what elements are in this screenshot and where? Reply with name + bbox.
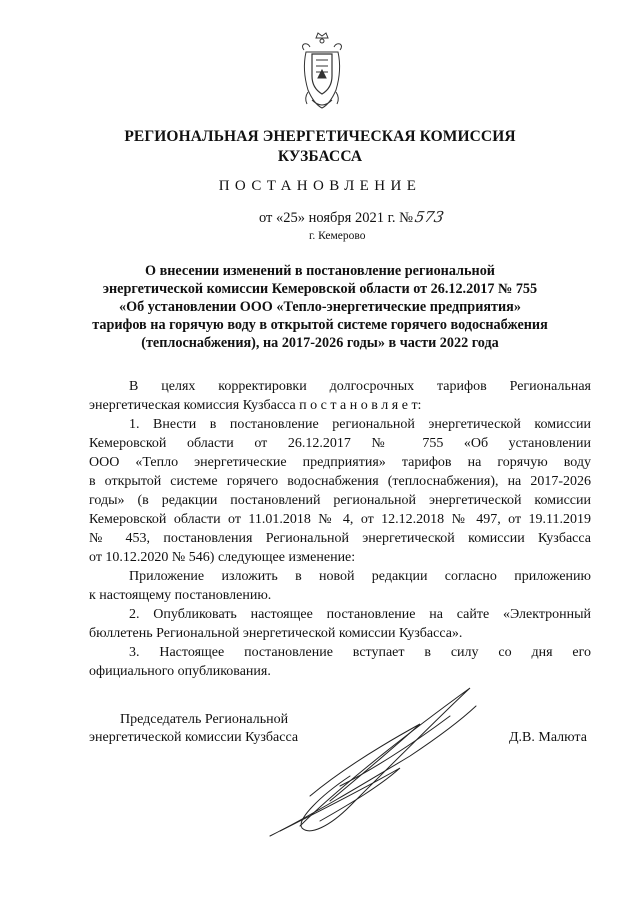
handwritten-signature (240, 676, 520, 846)
document-title-line: энергетической комиссии Кемеровской области от 26.12.2017 № 755 (102, 281, 538, 297)
body-line: 2. Опубликовать настоящее постановление на сайте «Электронный (129, 607, 591, 622)
body-line: 1. Внести в постановление региональной энергетической комиссии (129, 417, 591, 432)
coat-of-arms-icon (298, 30, 346, 114)
body-line: Приложение изложить в новой редакции согласно приложению (129, 569, 591, 584)
body-line: от 10.12.2020 № 546) следующее изменение: (89, 550, 356, 565)
body-line: в открытой системе горячего водоснабжения (теплоснабжения), на 2017-2026 (89, 474, 591, 489)
body-line: № 453, постановления Региональной энергетической комиссии Кузбасса (89, 531, 591, 546)
body-line: В целях корректировки долгосрочных тарифов Региональная (129, 379, 591, 394)
body-line: к настоящему постановлению. (89, 588, 272, 603)
document-type: ПОСТАНОВЛЕНИЕ (218, 178, 422, 194)
body-line: годы» (в редакции постановлений региональной энергетической комиссии (89, 493, 591, 508)
signatory-name: Д.В. Малюта (509, 730, 587, 745)
document-number: 573 (413, 208, 446, 226)
document-title-line: «Об установлении ООО «Тепло-энергетические предприятия» (119, 299, 521, 315)
body-line: энергетическая комиссия Кузбасса п о с т а н о в л я е т: (89, 398, 422, 413)
body-line: бюллетень Региональной энергетической комиссии Кузбасса». (89, 626, 463, 641)
body-line: ООО «Тепло энергетические предприятия» тарифов на горячую воду (89, 455, 591, 470)
document-date: от «25» ноября 2021 г. № (259, 210, 413, 226)
document-title-line: О внесении изменений в постановление региональной (145, 263, 495, 279)
body-line: официального опубликования. (89, 664, 271, 679)
document-date-line (259, 208, 444, 227)
signatory-title-line2: энергетической комиссии Кузбасса (89, 730, 299, 745)
signatory-title: Председатель Региональной (120, 712, 289, 727)
organization-name-line2: КУЗБАССА (277, 148, 363, 165)
document-title-line: (теплоснабжения), на 2017-2026 годы» в части 2022 года (141, 335, 499, 351)
document-city: г. Кемерово (309, 230, 366, 242)
document-title-line: тарифов на горячую воду в открытой системе горячего водоснабжения (92, 317, 548, 333)
body-line: Кемеровской области от 26.12.2017 № 755 «Об установлении (89, 436, 591, 451)
body-line: Кемеровской области от 11.01.2018 № 4, от 12.12.2018 № 497, от 19.11.2019 (89, 512, 591, 527)
organization-name: РЕГИОНАЛЬНАЯ ЭНЕРГЕТИЧЕСКАЯ КОМИССИЯ (124, 128, 516, 145)
body-line: 3. Настоящее постановление вступает в силу со дня его (129, 645, 591, 660)
